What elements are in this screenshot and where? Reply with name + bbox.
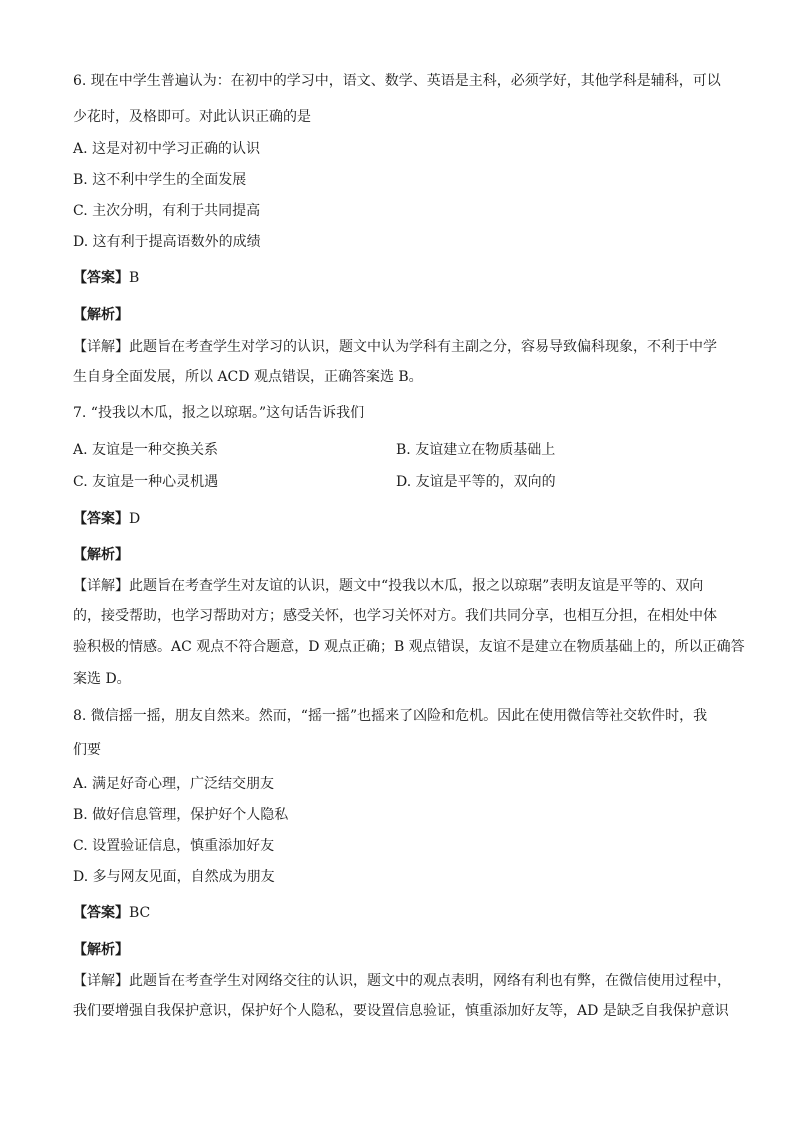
detail-label: 【详解】	[73, 578, 129, 594]
q8-detail-line1	[73, 971, 734, 991]
analysis-label: 【解析】	[73, 547, 129, 563]
q6-option-b: B. 这不利中学生的全面发展	[73, 172, 247, 188]
analysis-label: 【解析】	[73, 942, 129, 958]
detail-label: 【详解】	[73, 973, 129, 989]
q7-detail-line4: 案选 D。	[73, 671, 131, 687]
q8-answer	[73, 903, 734, 923]
q8-option-c: C. 设置验证信息，慎重添加好友	[73, 838, 275, 854]
q7-detail-line3: 验积极的情感。AC 观点不符合题意，D 观点正确；B 观点错误，友谊不是建立在物质基础上的，所以正确答	[73, 639, 745, 655]
answer-label: 【答案】	[73, 905, 129, 921]
detail-text: 此题旨在考查学生对友谊的认识，题文中“投我以木瓜，报之以琼琚”表明友谊是平等的、双向	[129, 578, 704, 594]
q8-option-d: D. 多与网友见面，自然成为朋友	[73, 869, 275, 885]
q7-analysis	[73, 545, 734, 565]
q7-option-a: A. 友谊是一种交换关系	[73, 442, 219, 458]
q6-option-d: D. 这有利于提高语数外的成绩	[73, 234, 261, 250]
answer-value: BC	[129, 905, 151, 921]
q7-detail-line1	[73, 576, 734, 596]
q7-option-d: D. 友谊是平等的，双向的	[396, 474, 556, 490]
q7-answer	[73, 509, 734, 529]
q8-stem-line2: 们要	[73, 742, 101, 758]
q6-option-a: A. 这是对初中学习正确的认识	[73, 141, 261, 157]
q7-detail-line2: 的，接受帮助，也学习帮助对方；感受关怀，也学习关怀对方。我们共同分享，也相互分担，在相处中体	[73, 608, 717, 624]
detail-text: 此题旨在考查学生对学习的认识，题文中认为学科有主副之分，容易导致偏科现象，不利于中学	[129, 339, 717, 355]
q6-stem-line1: 6. 现在中学生普遍认为：在初中的学习中，语文、数学、英语是主科，必须学好，其他学科是辅科，可以	[73, 73, 721, 89]
q6-detail-line1	[73, 337, 734, 357]
detail-label: 【详解】	[73, 339, 129, 355]
q7-stem: 7. “投我以木瓜，报之以琼琚。”这句话告诉我们	[73, 405, 365, 421]
q8-option-a: A. 满足好奇心理，广泛结交朋友	[73, 776, 275, 792]
q7-option-b: B. 友谊建立在物质基础上	[396, 442, 556, 458]
q8-option-b: B. 做好信息管理，保护好个人隐私	[73, 807, 289, 823]
q6-stem-line2: 少花时，及格即可。对此认识正确的是	[73, 109, 311, 125]
q6-detail-line2: 生自身全面发展，所以 ACD 观点错误，正确答案选 B。	[73, 369, 423, 385]
answer-value: B	[129, 270, 140, 286]
detail-text: 此题旨在考查学生对网络交往的认识，题文中的观点表明，网络有利也有弊，在微信使用过程中，	[129, 973, 731, 989]
analysis-label: 【解析】	[73, 307, 129, 323]
answer-label: 【答案】	[73, 511, 129, 527]
answer-value: D	[129, 511, 141, 527]
q8-analysis	[73, 940, 734, 960]
q6-analysis	[73, 305, 734, 325]
q6-answer	[73, 268, 734, 288]
q6-option-c: C. 主次分明，有利于共同提高	[73, 203, 261, 219]
answer-label: 【答案】	[73, 270, 129, 286]
q8-stem-line1: 8. 微信摇一摇，朋友自然来。然而，“摇一摇”也摇来了凶险和危机。因此在使用微信等社交软件时，我	[73, 708, 708, 724]
q7-option-c: C. 友谊是一种心灵机遇	[73, 474, 219, 490]
q8-detail-line2: 我们要增强自我保护意识，保护好个人隐私，要设置信息验证，慎重添加好友等，AD 是缺乏自我保护意识	[73, 1003, 729, 1019]
